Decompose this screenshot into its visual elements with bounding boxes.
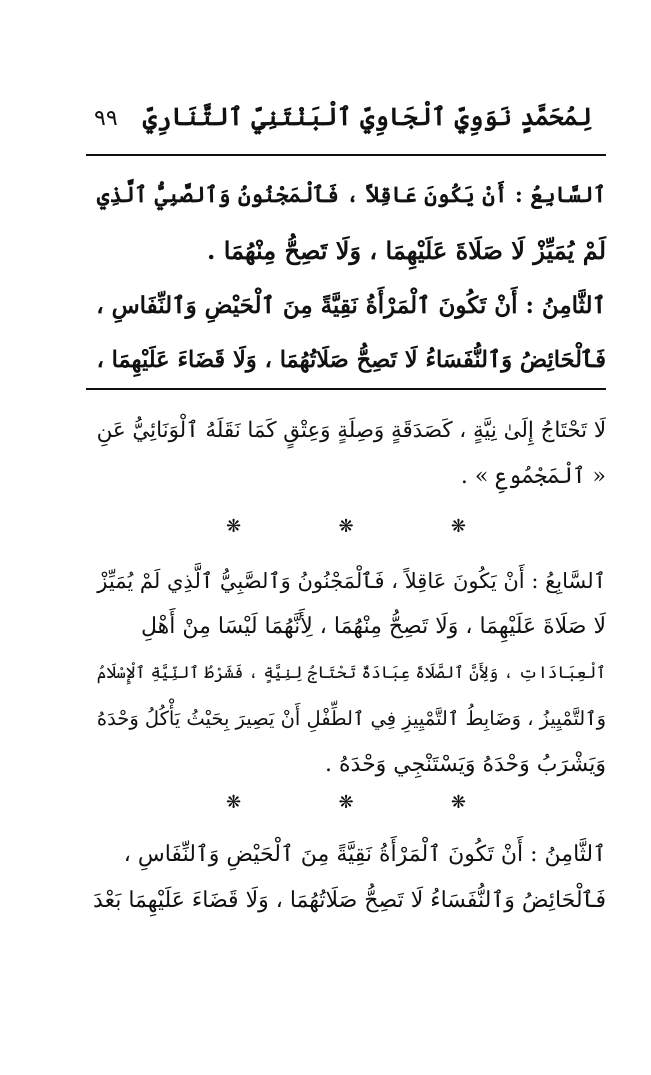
matn-line: ٱلثَّامِنُ : أَنْ تَكُونَ ٱلْمَرْأَةُ نَقِيَّةً مِنَ ٱلْحَيْضِ وَٱلنِّفَاسِ ، [96,292,606,319]
separator-star-icon: ❋ [450,792,466,813]
sharh-continuation [86,408,606,500]
section-separator [226,516,466,537]
header-rule [86,154,606,156]
matn-line: ٱلسَّابِعُ : أَنْ يَكُونَ عَاقِلاً ، فَٱلْمَجْنُونُ وَٱلصَّبِيُّ ٱلَّذِي [96,183,606,208]
sharh-seventh-condition [86,558,606,788]
sharh-line: ٱلسَّابِعُ : أَنْ يَكُونَ عَاقِلاً ، فَٱلْمَجْنُونُ وَٱلصَّبِيُّ ٱلَّذِي لَمْ يُمَيِّزْ [97,568,606,593]
matn-line: لَمْ يُمَيِّزْ لَا صَلَاةَ عَلَيْهِمَا ، وَلَا تَصِحُّ مِنْهُمَا . [207,236,606,265]
sharh-eighth-condition [86,832,606,924]
matn-text [86,168,606,388]
matn-sharh-divider [86,388,606,390]
sharh-line: فَٱلْحَائِضُ وَٱلنُّفَسَاءُ لَا تَصِحُّ صَلَاتُهُمَا ، وَلَا قَضَاءَ عَلَيْهِمَا بَعْدَ [93,888,606,913]
separator-star-icon: ❋ [226,516,242,537]
sharh-line: وَيَشْرَبُ وَحْدَهُ وَيَسْتَنْجِي وَحْدَهُ . [325,752,606,777]
separator-star-icon: ❋ [338,792,354,813]
matn-line: فَٱلْحَائِضُ وَٱلنُّفَسَاءُ لَا تَصِحُّ صَلَاتُهُمَا ، وَلَا قَضَاءَ عَلَيْهِمَا ، [96,347,606,373]
sharh-line: وَٱلتَّمْيِيزُ ، وَضَابِطُ ٱلتَّمْيِيزِ فِي ٱلطِّفْلِ أَنْ يَصِيرَ بِحَيْثُ يَأْكُلُ وَحْدَهُ [96,707,606,730]
page-header [86,96,606,146]
separator-star-icon: ❋ [338,516,354,537]
section-separator [226,792,466,813]
separator-star-icon: ❋ [450,516,466,537]
sharh-line: ٱلثَّامِنُ : أَنْ تَكُونَ ٱلْمَرْأَةُ نَقِيَّةً مِنَ ٱلْحَيْضِ وَٱلنِّفَاسِ ، [123,842,606,867]
running-title: لِمُحَمَّدٍ نَوَوِيِّ ٱلْجَاوِيِّ ٱلْبَنْتَنِيِّ ٱلتَّنَارِيِّ [142,102,592,131]
page-number: ٩٩ [94,106,118,131]
sharh-line: « ٱلْمَجْمُوعِ » . [460,464,606,489]
sharh-line: لَا تَحْتَاجُ إِلَىٰ نِيَّةٍ ، كَصَدَقَةٍ وَصِلَةٍ وَعِتْقٍ كَمَا نَقَلَهُ ٱلْوَنَائِيُّ عَنِ [96,418,606,443]
sharh-line: ٱلْعِبَادَاتِ ، وَلِأَنَّ ٱلصَّلَاةَ عِبَادَةٌ تَحْتَاجُ لِنِيَّةٍ ، فَشَرْطُ ٱلنِّيَّةِ ٱلْإِسْلَامُ [96,663,606,682]
sharh-line: لَا صَلَاةَ عَلَيْهِمَا ، وَلَا تَصِحُّ مِنْهُمَا ، لِأَنَّهُمَا لَيْسَا مِنْ أَهْلِ [141,614,606,639]
separator-star-icon: ❋ [226,792,242,813]
